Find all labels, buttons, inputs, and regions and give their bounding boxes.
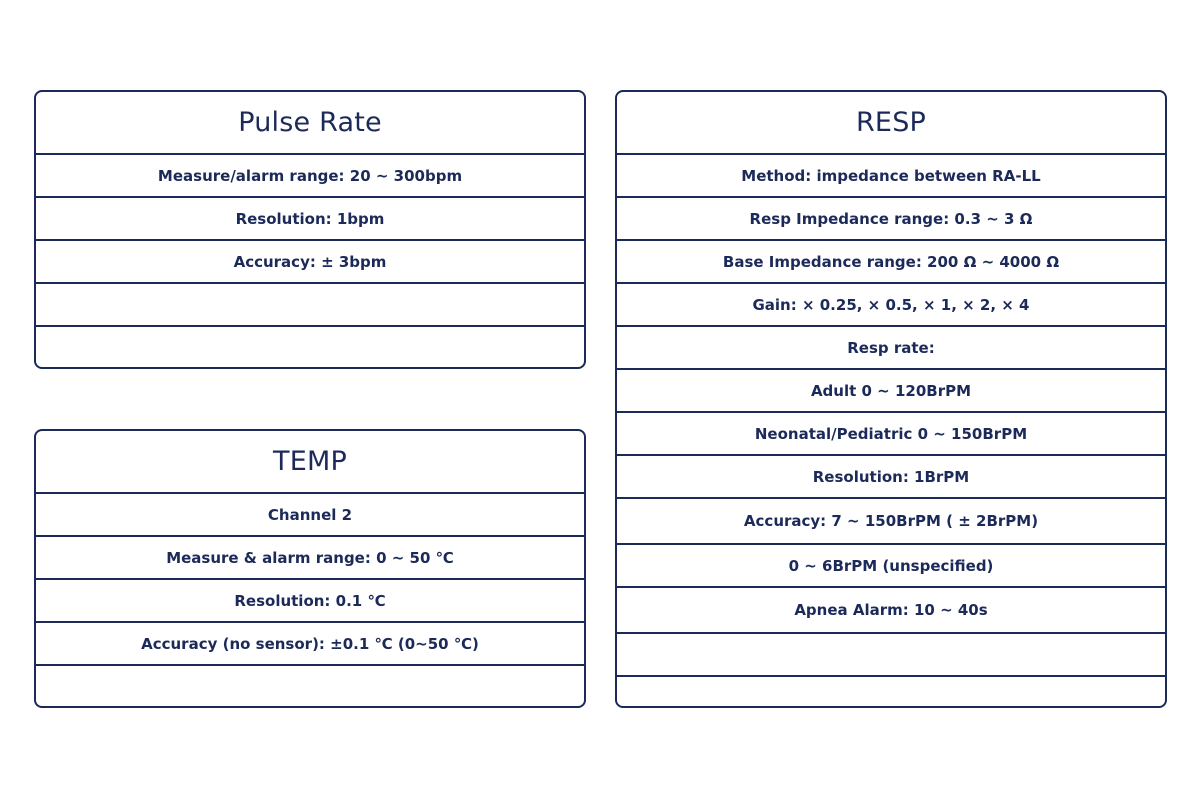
pulse-rate-row: Accuracy: ± 3bpm bbox=[36, 241, 584, 284]
resp-row: Resolution: 1BrPM bbox=[617, 456, 1165, 499]
temp-panel bbox=[34, 429, 586, 708]
temp-row: Measure & alarm range: 0 ~ 50 ℃ bbox=[36, 537, 584, 580]
resp-row-empty bbox=[617, 634, 1165, 677]
resp-row: Base Impedance range: 200 Ω ~ 4000 Ω bbox=[617, 241, 1165, 284]
resp-title: RESP bbox=[617, 92, 1165, 155]
pulse-rate-title: Pulse Rate bbox=[36, 92, 584, 155]
pulse-rate-row: Measure/alarm range: 20 ~ 300bpm bbox=[36, 155, 584, 198]
resp-row: Method: impedance between RA-LL bbox=[617, 155, 1165, 198]
temp-row-empty bbox=[36, 666, 584, 708]
pulse-rate-row-empty bbox=[36, 327, 584, 369]
resp-row: Gain: × 0.25, × 0.5, × 1, × 2, × 4 bbox=[617, 284, 1165, 327]
resp-row: Neonatal/Pediatric 0 ~ 150BrPM bbox=[617, 413, 1165, 456]
resp-row: Adult 0 ~ 120BrPM bbox=[617, 370, 1165, 413]
resp-row: Resp rate: bbox=[617, 327, 1165, 370]
resp-row: Apnea Alarm: 10 ~ 40s bbox=[617, 588, 1165, 634]
temp-row: Channel 2 bbox=[36, 494, 584, 537]
temp-title: TEMP bbox=[36, 431, 584, 494]
temp-row: Resolution: 0.1 ℃ bbox=[36, 580, 584, 623]
resp-row: Accuracy: 7 ~ 150BrPM ( ± 2BrPM) bbox=[617, 499, 1165, 545]
temp-row: Accuracy (no sensor): ±0.1 ℃ (0~50 ℃) bbox=[36, 623, 584, 666]
resp-panel bbox=[615, 90, 1167, 708]
resp-row-empty bbox=[617, 677, 1165, 706]
resp-row: Resp Impedance range: 0.3 ~ 3 Ω bbox=[617, 198, 1165, 241]
pulse-rate-panel bbox=[34, 90, 586, 369]
resp-row: 0 ~ 6BrPM (unspecified) bbox=[617, 545, 1165, 588]
pulse-rate-row-empty bbox=[36, 284, 584, 327]
pulse-rate-row: Resolution: 1bpm bbox=[36, 198, 584, 241]
